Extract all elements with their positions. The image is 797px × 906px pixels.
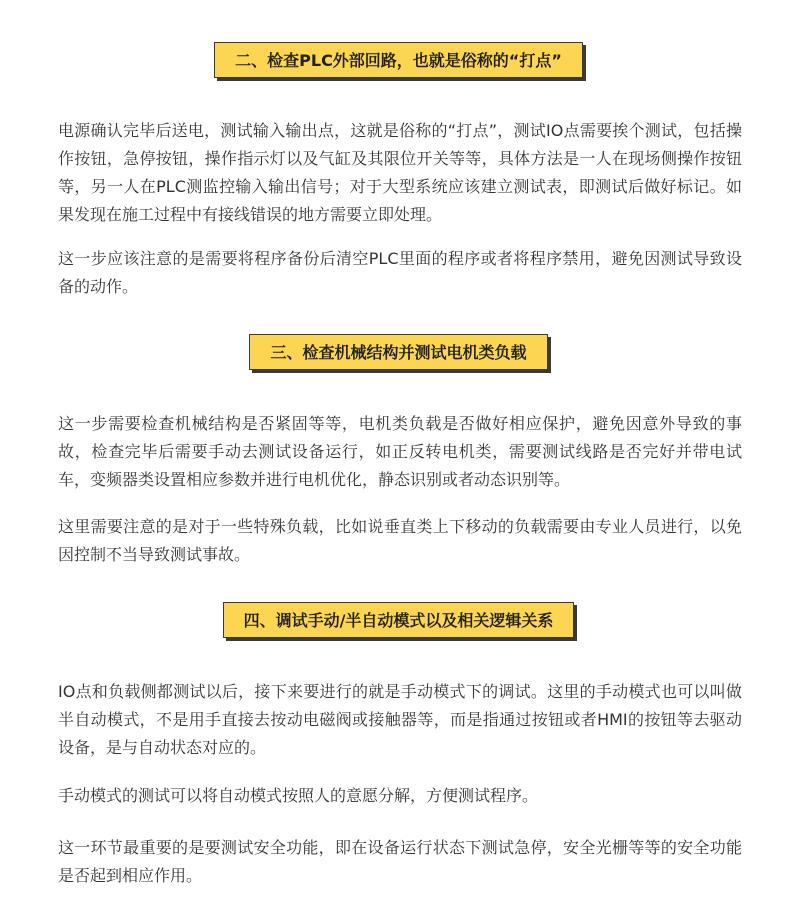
section-2-heading-wrap <box>0 42 797 78</box>
paragraph: 这里需要注意的是对于一些特殊负载，比如说垂直类上下移动的负载需要由专业人员进行，以免因控制不当导致测试事故。 <box>58 517 742 564</box>
paragraph: 电源确认完毕后送电，测试输入输出点，这就是俗称的“打点”，测试IO点需要挨个测试，包括操作按钮，急停按钮，操作指示灯以及气缸及其限位开关等等，具体方法是一人在现场侧操作按钮等，另一人在PLC测监控输入输出信号；对于大型系统应该建立测试表，即测试后做好标记。如果发现在施工过程中有接线错误的地方需要立即处理。 <box>58 121 742 224</box>
section-heading: 二、检查PLC外部回路，也就是俗称的“打点” <box>214 42 583 78</box>
section-heading: 四、调试手动/半自动模式以及相关逻辑关系 <box>223 602 575 638</box>
paragraph: IO点和负载侧都测试以后，接下来要进行的就是手动模式下的调试。这里的手动模式也可以叫做半自动模式，不是用手直接去按动电磁阀或接触器等，而是指通过按钮或者HMI的按钮等去驱动设备，是与自动状态对应的。 <box>58 682 742 757</box>
section-heading: 三、检查机械结构并测试电机类负载 <box>249 334 547 370</box>
paragraph: 这一步需要检查机械结构是否紧固等等，电机类负载是否做好相应保护，避免因意外导致的事故，检查完毕后需要手动去测试设备运行，如正反转电机类，需要测试线路是否完好并带电试车，变频器类设置相应参数并进行电机优化，静态识别或者动态识别等。 <box>58 414 742 489</box>
paragraph: 这一步应该注意的是需要将程序备份后清空PLC里面的程序或者将程序禁用，避免因测试导致设备的动作。 <box>58 249 742 296</box>
section-4-heading-wrap <box>0 602 797 638</box>
paragraph: 这一环节最重要的是要测试安全功能，即在设备运行状态下测试急停，安全光栅等等的安全功能是否起到相应作用。 <box>58 838 742 885</box>
paragraph: 手动模式的测试可以将自动模式按照人的意愿分解，方便测试程序。 <box>58 786 539 805</box>
section-3-heading-wrap <box>0 334 797 370</box>
